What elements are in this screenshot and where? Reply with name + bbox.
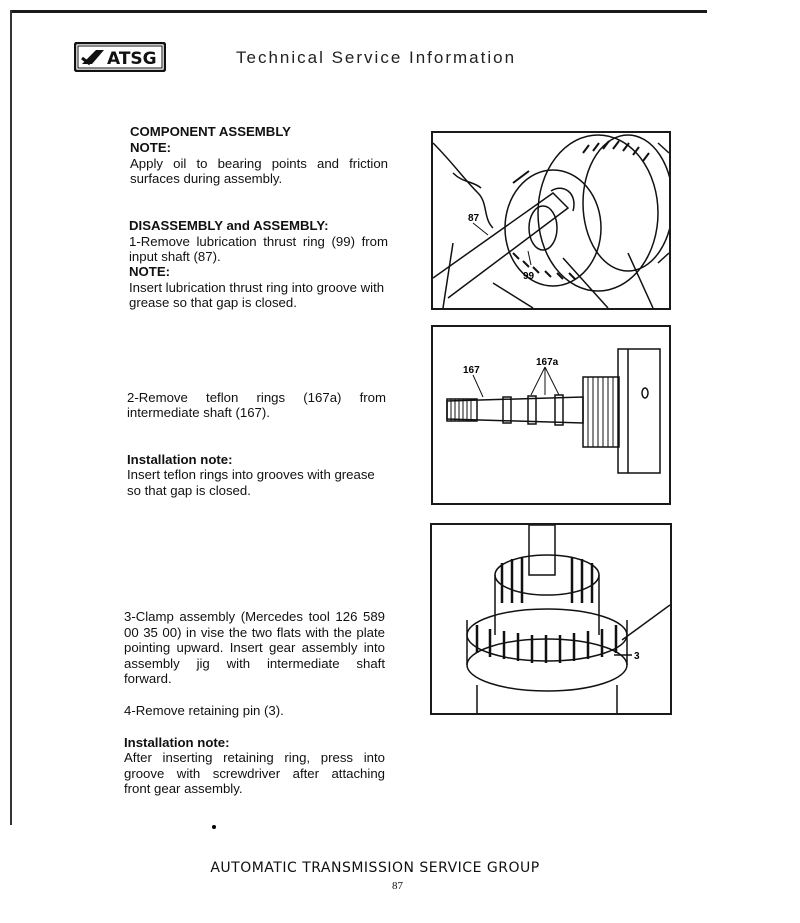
installation-text-line: Insert teflon rings into grooves with grease	[127, 467, 375, 482]
note-text-line: Insert lubrication thrust ring into groove with	[129, 280, 385, 295]
figure-assembly-jig	[430, 523, 672, 715]
page-number: 87	[392, 880, 403, 892]
note-text-line: surfaces during assembly.	[130, 171, 283, 186]
label-99: 99	[523, 271, 535, 282]
figure-assembly-jig-drawing	[432, 525, 670, 713]
note-text-line: grease so that gap is closed.	[129, 295, 297, 310]
note-label: NOTE:	[129, 264, 171, 279]
note-label: NOTE:	[130, 140, 172, 155]
installation-text-line: groove with screwdriver after attaching	[124, 766, 385, 781]
step-text-line: intermediate shaft (167).	[127, 405, 270, 420]
footer-organization: AUTOMATIC TRANSMISSION SERVICE GROUP	[210, 860, 540, 876]
installation-text-line: so that gap is closed.	[127, 483, 251, 498]
figure-input-shaft-drawing	[433, 133, 669, 308]
step-text-line: 00 35 00) in vise the two flats with the plate	[124, 625, 385, 640]
step-text-line: 3-Clamp assembly (Mercedes tool 126 589	[124, 609, 385, 624]
installation-text-line: front gear assembly.	[124, 781, 243, 796]
scan-speck	[212, 825, 216, 829]
installation-text-line: After inserting retaining ring, press into	[124, 750, 385, 765]
left-border-rule	[10, 10, 12, 825]
step-text-line: forward.	[124, 671, 172, 686]
step-text-line: input shaft (87).	[129, 249, 221, 264]
figure-intermediate-shaft-drawing	[433, 327, 669, 503]
step-text-line: 2-Remove teflon rings (167a) from	[127, 390, 386, 405]
figure-intermediate-shaft	[431, 325, 671, 505]
top-border-rule	[10, 10, 707, 13]
section-heading-component-assembly: COMPONENT ASSEMBLY	[130, 124, 291, 139]
logo-text: ATSG	[107, 49, 157, 69]
label-87: 87	[468, 213, 480, 224]
label-3: 3	[634, 651, 640, 662]
label-167: 167	[463, 365, 480, 376]
step-text-line: 4-Remove retaining pin (3).	[124, 703, 284, 718]
installation-note-label: Installation note:	[124, 735, 230, 750]
note-text-line: Apply oil to bearing points and friction	[130, 156, 388, 171]
figure-input-shaft	[431, 131, 671, 310]
step-text-line: assembly jig with intermediate shaft	[124, 656, 385, 671]
page-title: Technical Service Information	[236, 48, 517, 67]
step-text-line: 1-Remove lubrication thrust ring (99) from	[129, 234, 388, 249]
label-167a: 167a	[536, 357, 559, 368]
section-heading-disassembly: DISASSEMBLY and ASSEMBLY:	[129, 218, 329, 233]
installation-note-label: Installation note:	[127, 452, 233, 467]
atsg-logo	[74, 42, 166, 72]
step-text-line: pointing upward. Insert gear assembly into	[124, 640, 385, 655]
